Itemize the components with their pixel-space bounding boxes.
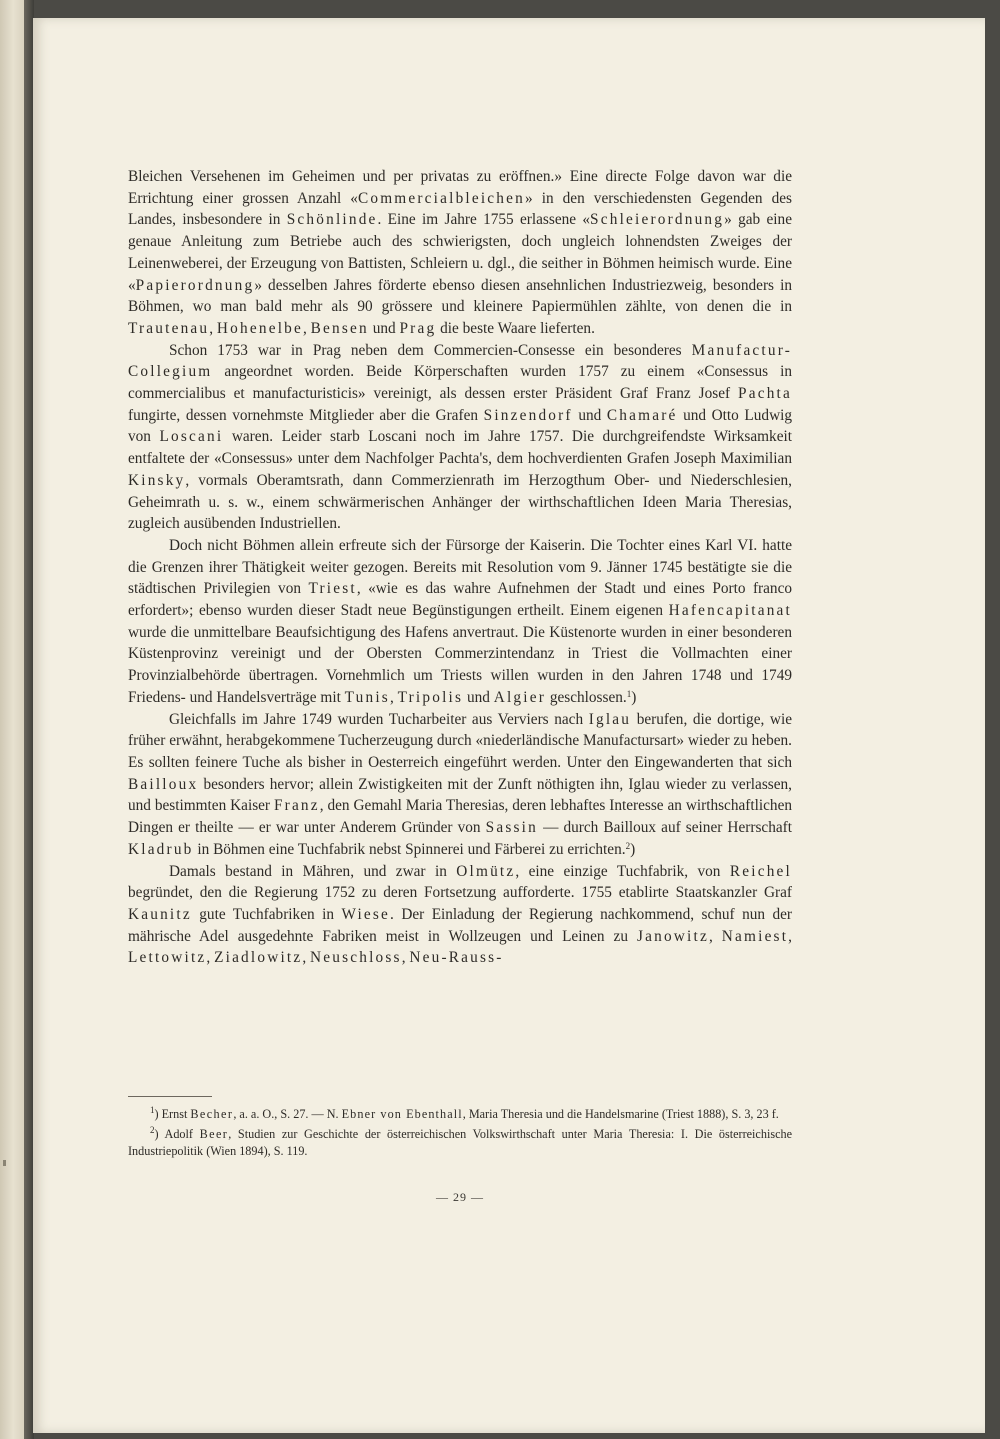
text-run: , Studien zur Geschichte der österreichischen Volkswirthschaft unter Maria Theresia: I. Die österreichische Industriepolitik (Wien 1894), S. 119. — [128, 1127, 792, 1159]
text-run: wurde die unmittelbare Beaufsichtigung des Hafens anvertraut. Die Küstenorte wurden in einer besonderen Küstenprovinz vereinigt und der Obersten Commerzintendanz in Triest die Vollmachten einer Provinzialbehörde übertragen. Vornehmlich um Triests willen wurden in den Jahren 1748 und 1749 Friedens- und Handelsverträge mit — [128, 623, 792, 706]
spaced-term: Neu-Rauss- — [409, 949, 504, 967]
page-number: — 29 — — [436, 1190, 484, 1204]
paragraph-4 — [128, 709, 792, 861]
paragraph-5 — [128, 861, 792, 970]
text-run: , — [209, 319, 217, 337]
text-run: , — [302, 949, 311, 967]
spaced-term: Trautenau — [128, 319, 210, 337]
text-run: Damals bestand in Mähren, und zwar in — [169, 862, 457, 880]
paragraph-2 — [128, 340, 792, 535]
footnote-marker: 1 — [150, 1105, 155, 1115]
spaced-term: Ebner von Ebenthall — [341, 1107, 463, 1121]
spaced-term: Triest — [308, 580, 357, 598]
spaced-term: Becher — [190, 1107, 234, 1121]
spaced-term: Namiest — [721, 927, 789, 945]
text-run: » gab eine genaue Anleitung zum Betriebe auch des schwierigsten, doch ungleich lohnendsten Zweiges der Leinenweberei, der Erzeugung von Battisten, Schleiern u. dgl., die seither in Böhmen heimisch wurde. Eine « — [128, 211, 792, 294]
text-run: , «wie es das wahre Aufnehmen der Stadt und eines Porto franco erfordert»; ebenso wurden dieser Stadt neue Begünstigungen ertheilt. Einem eigenen — [128, 580, 793, 620]
spaced-term: Kaunitz — [128, 905, 192, 923]
spaced-term: Hohenelbe — [216, 319, 303, 337]
footnote-marker: 2 — [150, 1125, 155, 1136]
text-run: berufen, die dortige, wie früher erwähnt, herabgekommene Tucherzeugung durch «niederländische Manufactursart» wieder zu heben. Es sollten feinere Tuche als bisher in Oesterreich eingeführt werden. Unter den Eingewanderten that sich — [128, 710, 793, 771]
spaced-term: Bensen — [310, 319, 369, 337]
text-run: Schon 1753 war in Prag neben dem Commercien-Consesse ein besonderes — [169, 341, 692, 359]
text-run: . Der Einladung der Regierung nachkommend, schuf nun der mährische Adel ausgedehnte Fabriken meist in Wollzeugen und Leinen zu — [128, 905, 792, 945]
text-run: , — [389, 688, 398, 706]
spaced-term: Schönlinde — [286, 211, 378, 229]
main-text — [128, 166, 792, 969]
text-run: , — [708, 927, 722, 945]
text-run: Bleichen Versehenen im Geheimen und per privatas zu eröffnen.» Eine directe Folge davon war die Errichtung einer grossen Anzahl « — [128, 168, 792, 207]
text-run: geschlossen. — [546, 688, 627, 706]
spaced-term: Franz — [273, 797, 320, 815]
text-run: , — [401, 949, 410, 967]
facing-page-edge — [0, 0, 25, 1439]
footnote-ref-1[interactable]: 1 — [626, 688, 632, 699]
spaced-term: Tunis — [344, 688, 390, 706]
spaced-term: Chamaré — [606, 406, 678, 424]
text-run: und — [463, 688, 494, 706]
text-run: waren. Leider starb Loscani noch im Jahre 1757. Die durchgreifendste Wirksamkeit entfaltete der «Consessus» unter dem Nachfolger Pachta's, dem hochverdienten Grafen Joseph Maximilian — [128, 428, 792, 468]
spaced-term: Manufactur-Collegium — [128, 341, 792, 381]
text-run: gute Tuchfabriken in — [191, 905, 342, 923]
paragraph-1 — [128, 166, 792, 340]
text-run: , Maria Theresia und die Handelsmarine (Triest 1888), S. 3, 23 f. — [462, 1107, 779, 1121]
spaced-term: Reichel — [729, 862, 792, 880]
text-run: — durch Bailloux auf seiner Herrschaft — [537, 819, 792, 837]
footnote-2 — [128, 1126, 792, 1160]
text-run: ) — [630, 840, 636, 858]
spaced-term: Pachta — [738, 385, 792, 403]
spaced-term: Algier — [493, 688, 546, 706]
footnotes — [128, 1106, 792, 1164]
text-run: und Otto Ludwig von — [128, 406, 793, 446]
spaced-term: Papierordnung — [135, 276, 255, 294]
text-run: . Eine im Jahre 1755 erlassene « — [377, 211, 591, 229]
text-run: Doch nicht Böhmen allein erfreute sich der Fürsorge der Kaiserin. Die Tochter eines Karl VI. hatte die Grenzen ihrer Thätigkeit weiter gezogen. Bereits mit Resolution vom 9. Jänner 1745 bestätigte sie die städtischen Privilegien von — [128, 536, 792, 598]
text-run: die beste Waare lieferten. — [436, 319, 595, 337]
text-run: , a. a. O., S. 27. — N. — [233, 1107, 342, 1121]
spaced-term: Neuschloss — [310, 949, 402, 967]
text-run: , vormals Oberamtsrath, dann Commerzienrath im Herzogthum Ober- und Niederschlesien, Geheimrath u. s. w., einem schwärmerischen Anhänger der wirthschaftlichen Ideen Maria Theresias, zugleich ausübenden Industriellen. — [128, 471, 792, 533]
spaced-term: Schleierordnung — [590, 211, 725, 229]
spaced-term: Commercialbleichen — [357, 189, 525, 207]
text-run: und — [368, 319, 400, 337]
spaced-term: Prag — [399, 319, 437, 337]
text-run: , — [206, 949, 215, 967]
spaced-term: Kinsky — [128, 471, 186, 489]
text-run: begründet, den die Regierung 1752 zu deren Fortsetzung aufforderte. 1755 etablirte Staatskanzler Graf — [128, 884, 792, 902]
text-run: » desselben Jahres förderte ebenso diesen ansehnlichen Industriezweig, besonders in Böhmen, wo man bald mehr als 90 grössere und kleinere Papiermühlen zählte, von denen die in — [128, 276, 792, 316]
spaced-term: Ziadlowitz — [214, 949, 303, 967]
spaced-term: Tripolis — [397, 688, 464, 706]
text-run: ) — [631, 688, 637, 706]
spaced-term: Hafencapitanat — [668, 602, 792, 620]
text-run: » in den verschiedensten Gegenden des Landes, insbesondere in — [128, 189, 793, 229]
margin-mark — [3, 1160, 6, 1166]
spaced-term: Sassin — [485, 819, 538, 837]
spaced-term: Beer — [199, 1127, 229, 1142]
spaced-term: Lettowitz — [128, 949, 207, 967]
spaced-term: Janowitz — [636, 927, 709, 945]
text-run: besonders hervor; allein Zwistigkeiten mit der Zunft nöthigten ihn, Iglau wieder zu verlassen, und bestimmten Kaiser — [128, 775, 792, 815]
spaced-term: Sinzendorf — [483, 406, 573, 424]
spaced-term: Loscani — [159, 428, 224, 446]
spaced-term: Olmütz — [456, 862, 516, 880]
text-run: fungirte, dessen vornehmste Mitglieder aber die Grafen — [128, 406, 484, 424]
text-run: ) Adolf — [154, 1127, 200, 1142]
spaced-term: Wiese — [341, 905, 391, 923]
text-run: und — [572, 406, 607, 424]
text-run: , — [302, 319, 311, 337]
text-run: , eine einzige Tuchfabrik, von — [515, 862, 730, 880]
footnote-divider — [128, 1096, 212, 1097]
text-run: , den Gemahl Maria Theresias, deren lebhaftes Interesse an wirthschaftlichen Dingen er theilte — er war unter Anderem Gründer von — [128, 797, 793, 837]
spaced-term: Iglau — [588, 710, 632, 728]
text-run: Gleichfalls im Jahre 1749 wurden Tucharbeiter aus Verviers nach — [169, 710, 589, 728]
spaced-term: Kladrub — [128, 840, 194, 858]
text-run: in Böhmen eine Tuchfabrik nebst Spinnerei und Färberei zu errichten. — [193, 840, 626, 858]
spaced-term: Bailloux — [128, 775, 199, 793]
paragraph-3 — [128, 535, 792, 709]
text-run: ) Ernst — [154, 1107, 191, 1121]
footnote-1 — [128, 1106, 792, 1123]
text-run: , — [788, 927, 792, 945]
text-run: angeordnet worden. Beide Körperschaften wurden 1757 zu einem «Consessus in commercialibus et manufacturisticis» vereinigt, als dessen erster Präsident Graf Franz Josef — [128, 363, 792, 403]
footnote-ref-2[interactable]: 2 — [625, 840, 631, 851]
